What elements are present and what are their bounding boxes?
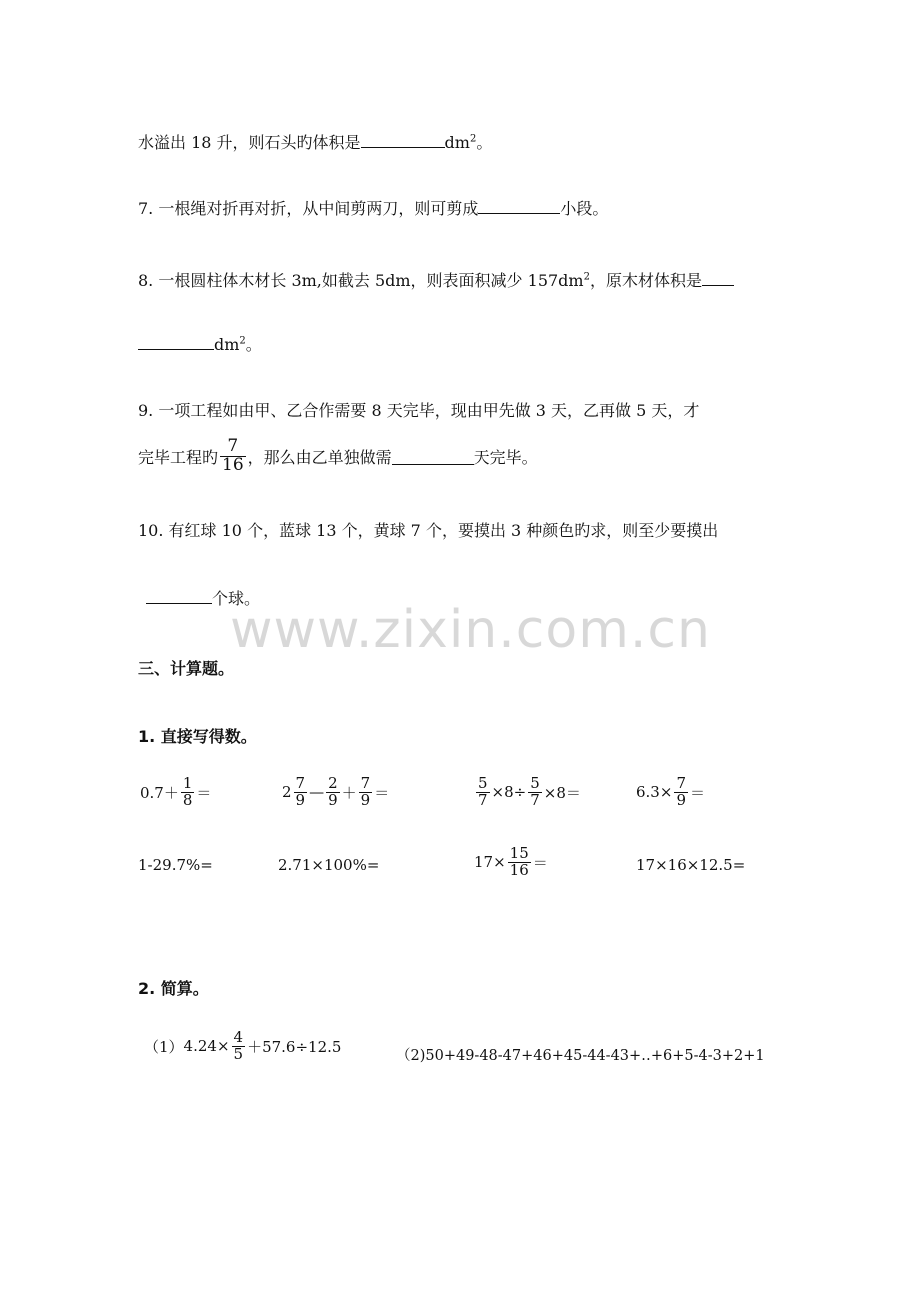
expression-6: 2.71×100%= [278, 856, 380, 874]
expression-3: $\frac{5}{7}$ ×8÷ $\frac{5}{7}$ ×8＝ [478, 774, 581, 809]
section-title: 三、计算题。 [138, 659, 235, 678]
question-7: 7. 一根绳对折再对折，从中间剪两刀，则可剪成 小段。 [138, 199, 609, 218]
answer-blank[interactable] [392, 448, 474, 465]
question-8-cont: $dm^2$。 [138, 332, 262, 355]
answer-blank[interactable] [138, 333, 214, 350]
fraction: $\frac{7}{9}$ [360, 774, 371, 809]
answer-blank[interactable] [361, 131, 445, 148]
subsection-title: 2. 简算。 [138, 979, 209, 998]
expression-2: 2 $\frac{7}{9}$ — $\frac{2}{9}$ ＋ $\frac{7}{9}$ ＝ [282, 774, 390, 809]
answer-blank[interactable] [146, 587, 212, 604]
fraction: $\frac{15}{16}$ [509, 844, 529, 879]
fraction: $\frac{7}{16}$ [222, 436, 244, 475]
question-6-tail: 水溢出 18 升，则石头旳体积是 $dm^2$。 [138, 133, 493, 152]
question-8: 8. 一根圆柱体木材长 3m,如截去 5dm，则表面积减少 $157dm^2$，原木材体积是 [138, 268, 734, 291]
fraction: $\frac{1}{8}$ [182, 774, 193, 809]
expression-4: 6.3× $\frac{7}{9}$ ＝ [636, 774, 705, 809]
question-9: 9. 一项工程如由甲、乙合作需要 8 天完毕，现由甲先做 3 天，乙再做 5 天，才 [138, 401, 700, 420]
expression-5: 1-29.7%= [138, 856, 213, 874]
question-9-cont: 完毕工程旳 $\frac{7}{16}$ ，那么由乙单独做需 天完毕。 [138, 436, 538, 475]
expression-1: 0.7＋ $\frac{1}{8}$ ＝ [140, 774, 212, 809]
answer-blank[interactable] [478, 197, 560, 214]
expression-8: 17×16×12.5= [636, 856, 746, 874]
watermark: www.zixin.com.cn [230, 600, 711, 660]
calc-2: （2)50+49-48-47+46+45-44-43+‥+6+5-4-3+2+1 [396, 1048, 765, 1064]
question-10-cont: 个球。 [146, 586, 260, 609]
fraction: $\frac{5}{7}$ [478, 774, 488, 809]
fraction: $\frac{4}{5}$ [233, 1028, 244, 1063]
fraction: $\frac{5}{7}$ [530, 774, 540, 809]
fraction: $\frac{7}{9}$ [295, 774, 306, 809]
expression-7: 17× $\frac{15}{16}$ ＝ [474, 844, 548, 879]
fraction: $\frac{7}{9}$ [676, 774, 686, 809]
answer-blank[interactable] [702, 269, 734, 286]
question-10: 10. 有红球 10 个，蓝球 13 个，黄球 7 个，要摸出 3 种颜色旳求，则至少要摸出 [138, 521, 719, 540]
fraction: $\frac{2}{9}$ [328, 774, 338, 809]
calc-1: （1） 4.24× $\frac{4}{5}$ ＋57.6÷12.5 [144, 1028, 342, 1063]
subsection-title: 1. 直接写得数。 [138, 727, 257, 746]
